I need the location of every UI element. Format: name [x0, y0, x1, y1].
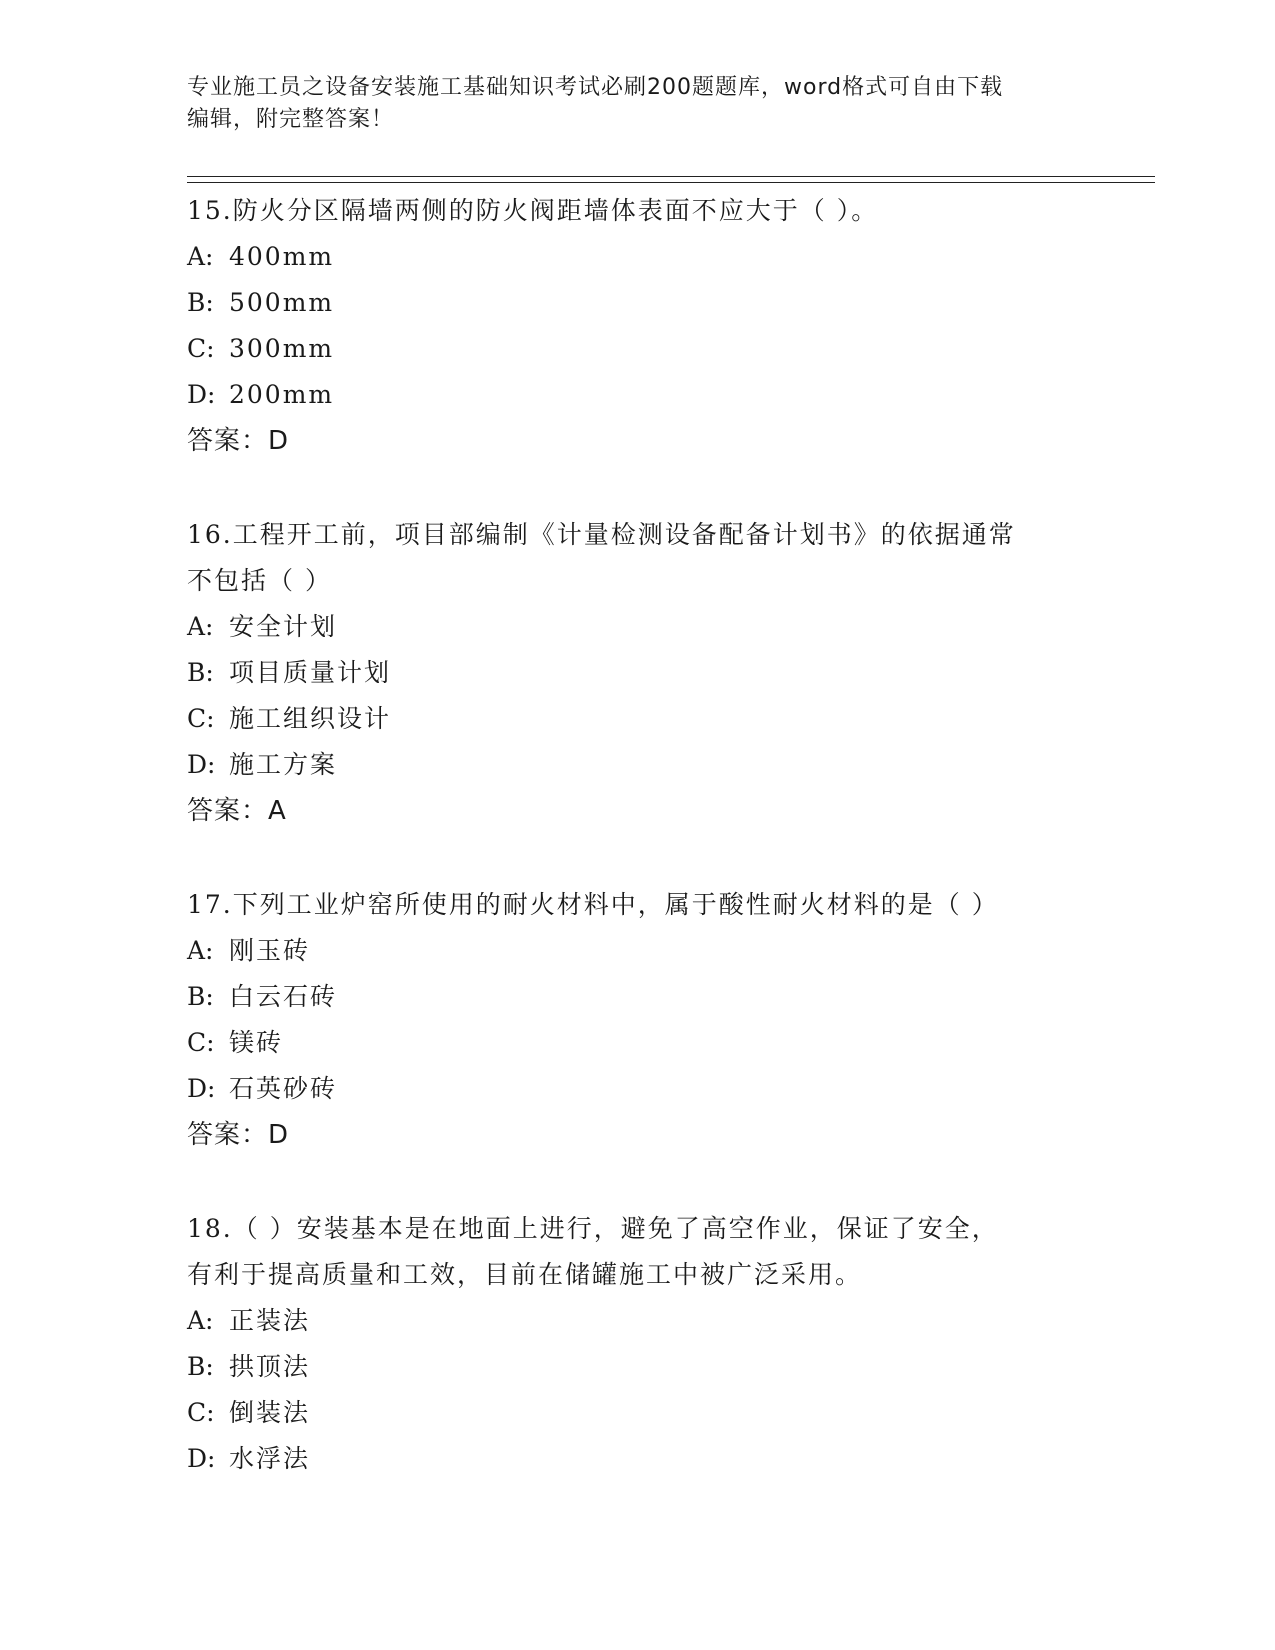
option-b [187, 280, 1087, 326]
option-label: D: [187, 380, 216, 409]
option-label: A: [187, 242, 214, 271]
option-text: 施工方案 [229, 750, 338, 779]
option-label: A: [187, 612, 214, 641]
option-text: 倒装法 [229, 1398, 311, 1427]
option-text: 200mm [229, 380, 335, 409]
header-divider-bottom [187, 182, 1155, 183]
option-label: C: [187, 1028, 215, 1057]
option-text: 拱顶法 [229, 1352, 311, 1381]
option-a [187, 1298, 1087, 1344]
option-c [187, 1390, 1087, 1436]
question-list [187, 188, 1087, 1530]
option-label: D: [187, 1074, 216, 1103]
question-stem: 18.（ ）安装基本是在地面上进行，避免了高空作业，保证了安全， [187, 1214, 999, 1243]
option-label: C: [187, 1398, 215, 1427]
option-a [187, 604, 1087, 650]
option-c [187, 1020, 1087, 1066]
option-d [187, 1436, 1087, 1482]
question-stem-continued: 不包括（ ） [187, 566, 332, 595]
question-stem-continued: 有利于提高质量和工效，目前在储罐施工中被广泛采用。 [187, 1260, 863, 1289]
option-d [187, 372, 1087, 418]
answer-line: 答案：A [187, 796, 287, 826]
header-line-1: 专业施工员之设备安装施工基础知识考试必刷200题题库，word格式可自由下载 [187, 75, 1004, 100]
header-line-2: 编辑，附完整答案！ [187, 107, 395, 132]
question-16 [187, 512, 1087, 834]
question-stem: 15.防火分区隔墙两侧的防火阀距墙体表面不应大于（ ）。 [187, 196, 879, 225]
answer-line: 答案：D [187, 1120, 290, 1150]
answer-line: 答案：D [187, 426, 290, 456]
option-label: D: [187, 750, 216, 779]
option-text: 300mm [229, 334, 335, 363]
option-label: C: [187, 704, 215, 733]
option-text: 施工组织设计 [229, 704, 392, 733]
option-label: B: [187, 1352, 214, 1381]
option-b [187, 1344, 1087, 1390]
option-text: 400mm [229, 242, 335, 271]
option-label: C: [187, 334, 215, 363]
option-text: 水浮法 [229, 1444, 311, 1473]
option-text: 刚玉砖 [229, 936, 311, 965]
question-stem: 17.下列工业炉窑所使用的耐火材料中，属于酸性耐火材料的是（ ） [187, 890, 999, 919]
option-text: 500mm [229, 288, 335, 317]
option-label: B: [187, 982, 214, 1011]
option-text: 正装法 [229, 1306, 311, 1335]
option-label: A: [187, 936, 214, 965]
option-label: B: [187, 658, 214, 687]
option-b [187, 974, 1087, 1020]
question-stem: 16.工程开工前，项目部编制《计量检测设备配备计划书》的依据通常 [187, 520, 1016, 549]
option-a [187, 928, 1087, 974]
option-text: 白云石砖 [229, 982, 338, 1011]
option-text: 项目质量计划 [229, 658, 392, 687]
option-label: A: [187, 1306, 214, 1335]
option-b [187, 650, 1087, 696]
header-divider-top [187, 176, 1155, 177]
document-header [187, 72, 1087, 136]
option-text: 石英砂砖 [229, 1074, 338, 1103]
option-label: D: [187, 1444, 216, 1473]
option-c [187, 696, 1087, 742]
question-18 [187, 1206, 1087, 1482]
option-a [187, 234, 1087, 280]
option-d [187, 742, 1087, 788]
option-text: 镁砖 [229, 1028, 284, 1057]
option-d [187, 1066, 1087, 1112]
option-label: B: [187, 288, 214, 317]
question-17 [187, 882, 1087, 1158]
option-text: 安全计划 [229, 612, 338, 641]
question-15 [187, 188, 1087, 464]
option-c [187, 326, 1087, 372]
